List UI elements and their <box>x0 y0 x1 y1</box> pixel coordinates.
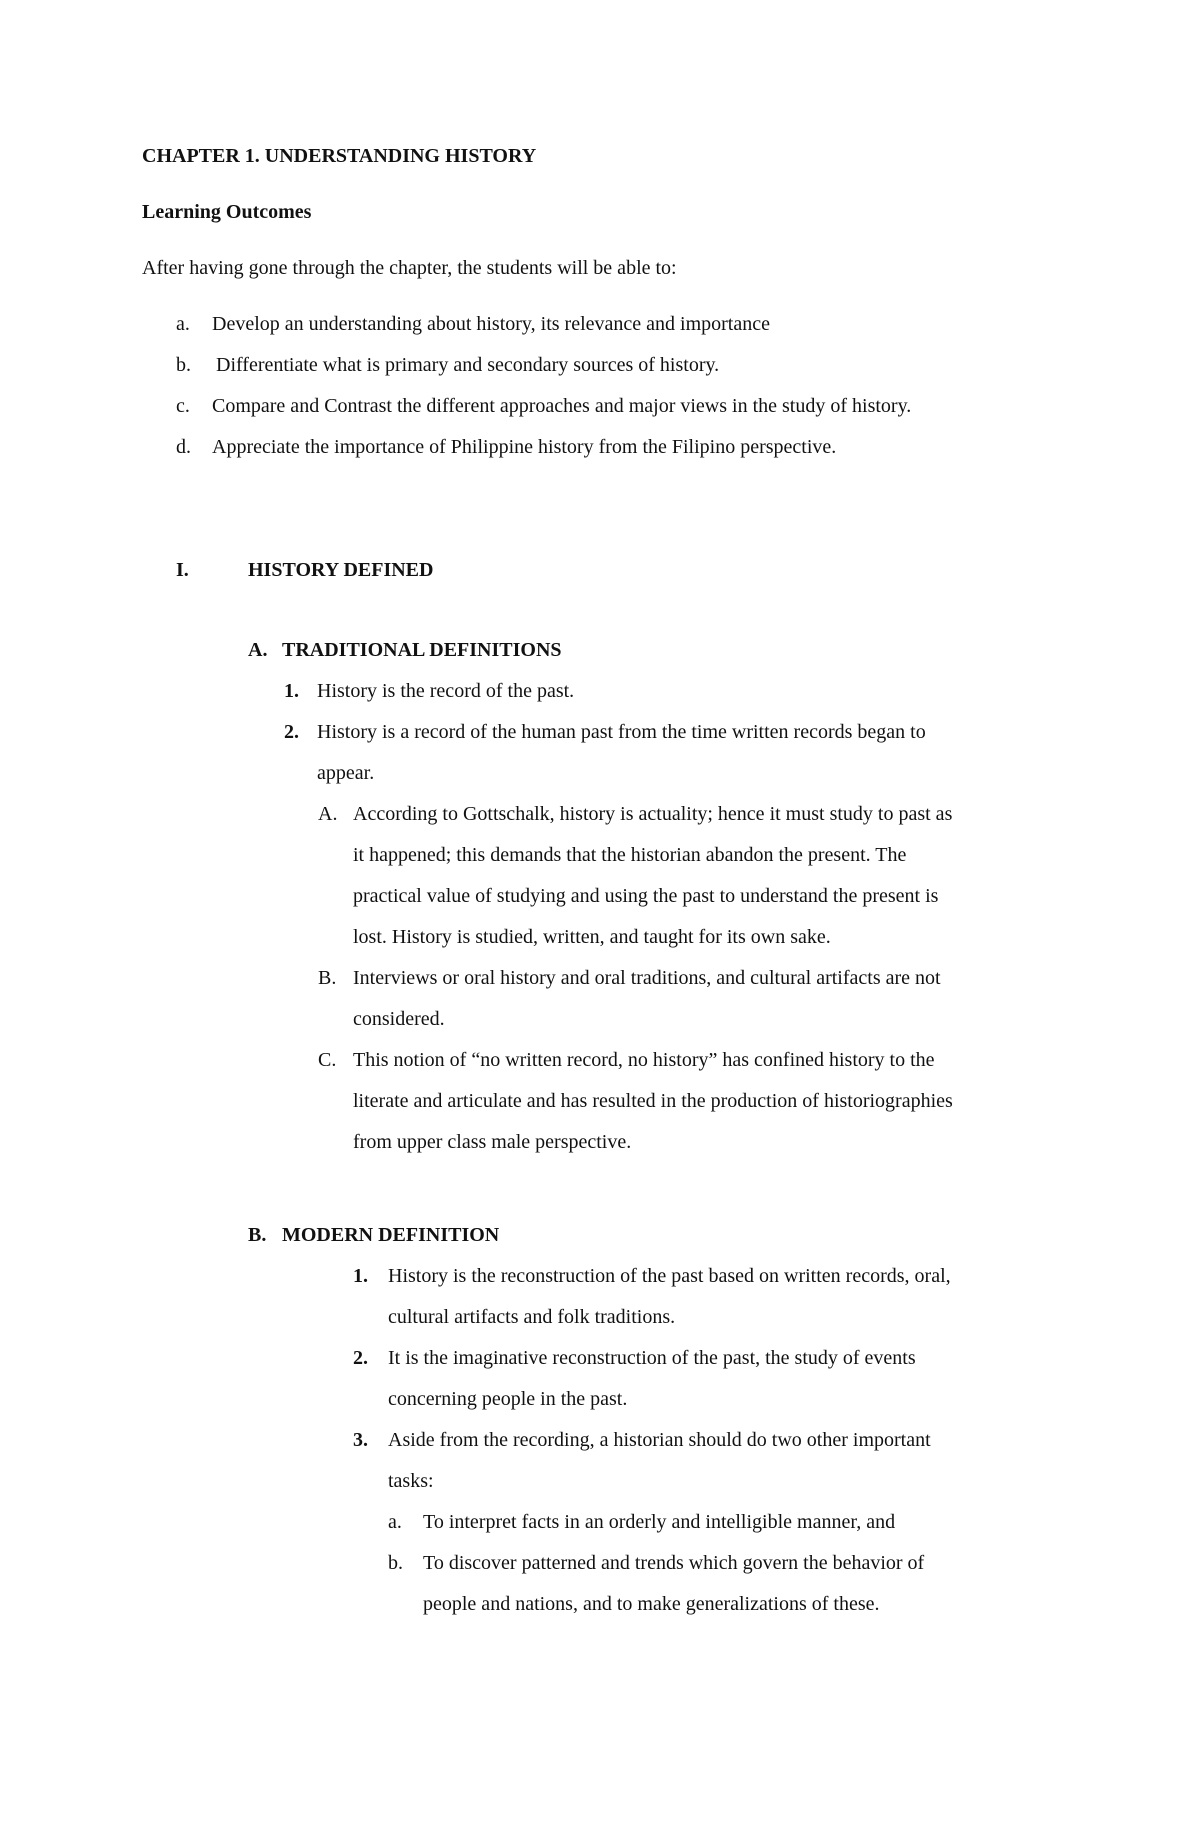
list-item-marker: 1. <box>284 680 299 702</box>
chapter-title: CHAPTER 1. UNDERSTANDING HISTORY <box>142 145 537 167</box>
list-item-marker: 2. <box>284 721 299 743</box>
subitem-line: practical value of studying and using the past to understand the present is <box>353 885 939 907</box>
subitem-line: Interviews or oral history and oral traditions, and cultural artifacts are not <box>353 967 941 989</box>
subsection-marker: B. <box>248 1224 267 1246</box>
outcome-text: Develop an understanding about history, its relevance and importance <box>212 313 770 335</box>
subitem-marker: C. <box>318 1049 337 1071</box>
outcome-text: Appreciate the importance of Philippine history from the Filipino perspective. <box>212 436 837 458</box>
outcome-marker: c. <box>176 395 190 417</box>
list-item-line: cultural artifacts and folk traditions. <box>388 1306 676 1328</box>
subitem-line: To discover patterned and trends which govern the behavior of <box>423 1552 925 1574</box>
list-item-line: appear. <box>317 762 375 784</box>
subitem-marker: A. <box>318 803 338 825</box>
outcome-text: Compare and Contrast the different approaches and major views in the study of history. <box>212 395 912 417</box>
learning-outcomes-heading: Learning Outcomes <box>142 201 312 223</box>
outcome-marker: b. <box>176 354 191 376</box>
list-item-line: tasks: <box>388 1470 434 1492</box>
subsection-marker: A. <box>248 639 268 661</box>
subitem-marker: B. <box>318 967 337 989</box>
subitem-line: it happened; this demands that the historian abandon the present. The <box>353 844 907 866</box>
subitem-line: To interpret facts in an orderly and intelligible manner, and <box>423 1511 896 1533</box>
list-item-line: History is a record of the human past from the time written records began to <box>317 721 926 743</box>
learning-outcomes-intro: After having gone through the chapter, the students will be able to: <box>142 257 677 279</box>
list-item-line: History is the reconstruction of the past based on written records, oral, <box>388 1265 951 1287</box>
subitem-marker: a. <box>388 1511 402 1533</box>
list-item-line: History is the record of the past. <box>317 680 575 702</box>
section-numeral: I. <box>176 559 189 581</box>
outcome-marker: a. <box>176 313 190 335</box>
list-item-marker: 1. <box>353 1265 368 1287</box>
list-item-line: Aside from the recording, a historian should do two other important <box>388 1429 931 1451</box>
outcome-text: Differentiate what is primary and secondary sources of history. <box>216 354 720 376</box>
subsection-title-traditional: TRADITIONAL DEFINITIONS <box>282 639 562 661</box>
section-title: HISTORY DEFINED <box>248 559 434 581</box>
subsection-title-modern: MODERN DEFINITION <box>282 1224 500 1246</box>
list-item-line: concerning people in the past. <box>388 1388 628 1410</box>
subitem-line: According to Gottschalk, history is actuality; hence it must study to past as <box>353 803 953 825</box>
list-item-line: It is the imaginative reconstruction of the past, the study of events <box>388 1347 916 1369</box>
subitem-line: from upper class male perspective. <box>353 1131 632 1153</box>
subitem-marker: b. <box>388 1552 403 1574</box>
subitem-line: literate and articulate and has resulted in the production of historiographies <box>353 1090 953 1112</box>
list-item-marker: 3. <box>353 1429 368 1451</box>
subitem-line: considered. <box>353 1008 445 1030</box>
subitem-line: lost. History is studied, written, and taught for its own sake. <box>353 926 831 948</box>
list-item-marker: 2. <box>353 1347 368 1369</box>
subitem-line: people and nations, and to make generalizations of these. <box>423 1593 880 1615</box>
subitem-line: This notion of “no written record, no history” has confined history to the <box>353 1049 935 1071</box>
outcome-marker: d. <box>176 436 191 458</box>
